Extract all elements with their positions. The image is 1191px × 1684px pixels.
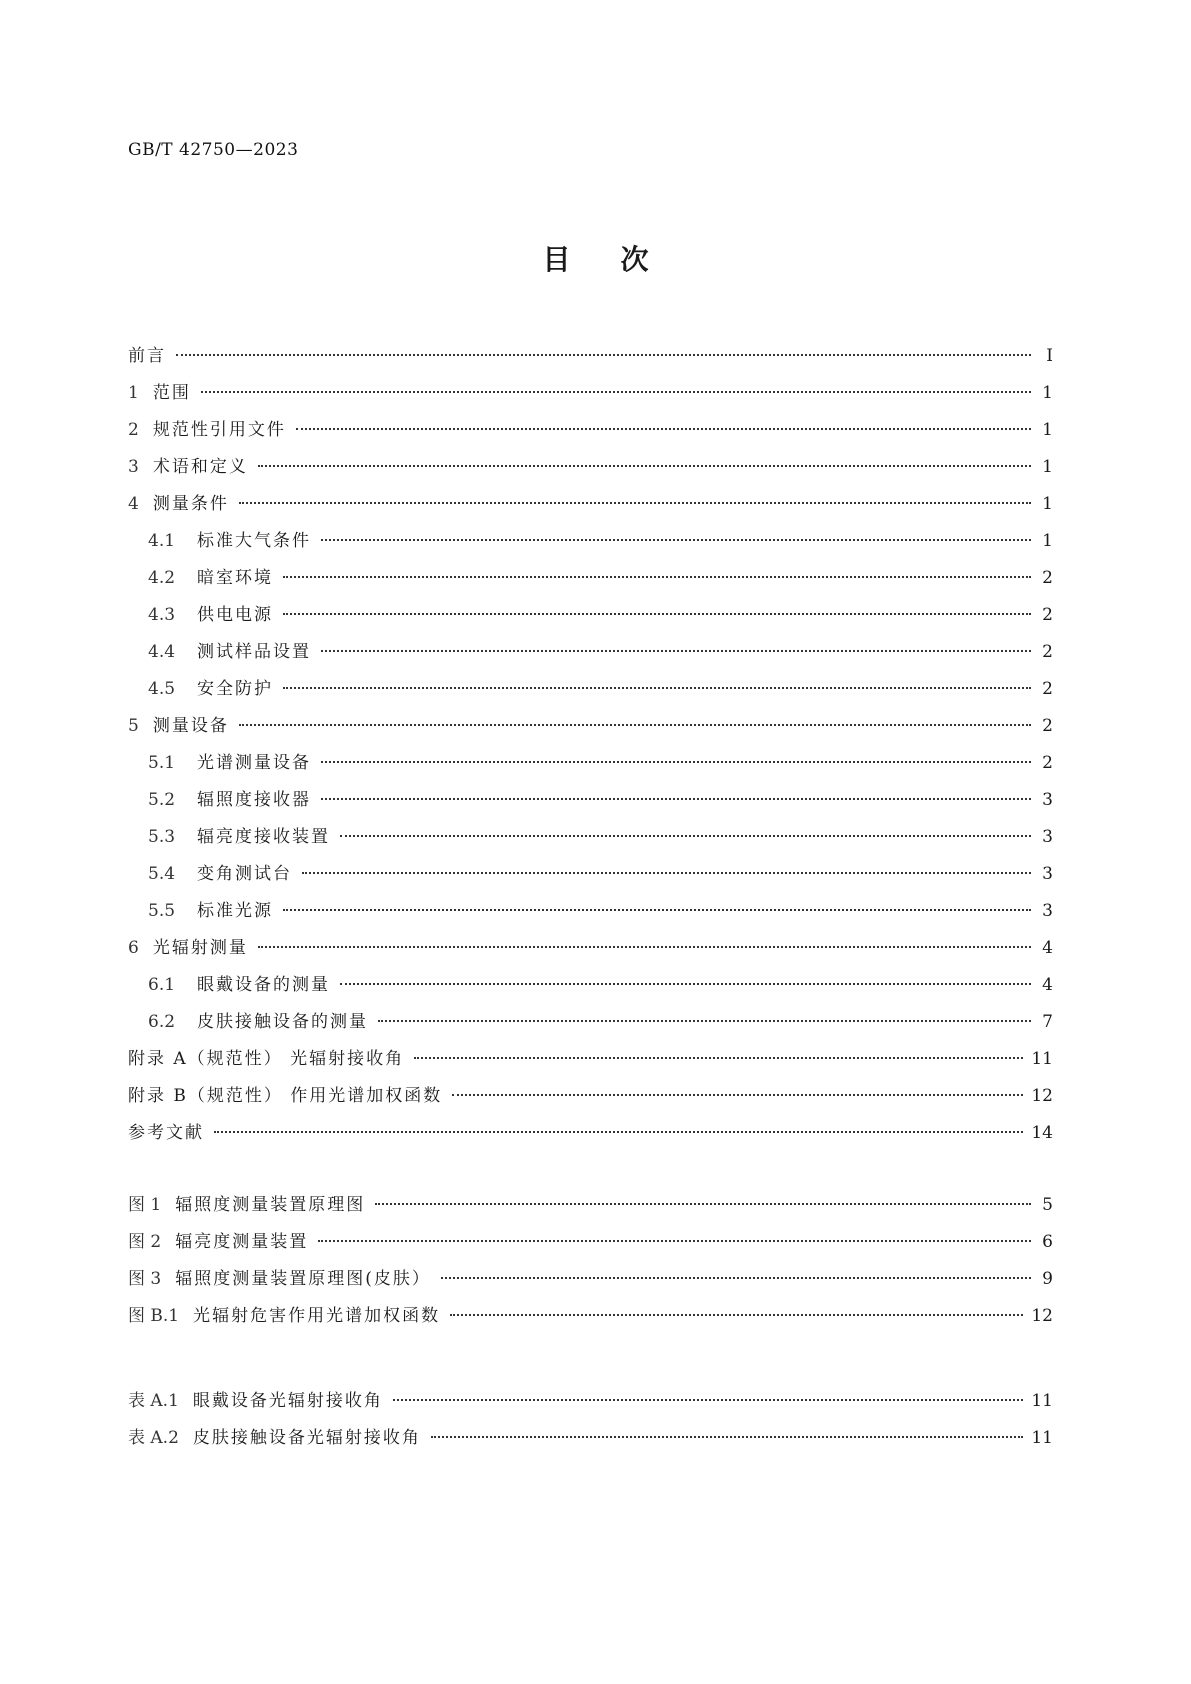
toc-dot-leader <box>375 1203 1031 1205</box>
toc-entry-label: 眼戴设备的测量 <box>197 975 331 995</box>
toc-entry-page: 1 <box>1042 457 1053 477</box>
toc-entry-number: 6 <box>128 938 139 958</box>
toc-entry[interactable] <box>128 1078 1053 1115</box>
toc-dot-leader <box>414 1057 1023 1059</box>
toc-entry-label: 参考文献 <box>128 1123 204 1143</box>
toc-entry-label: 光辐射测量 <box>152 938 248 958</box>
toc-entry-number: 5 <box>128 716 139 736</box>
toc-entry[interactable] <box>128 412 1053 449</box>
toc-entry[interactable] <box>128 745 1053 782</box>
toc-entry[interactable] <box>128 893 1053 930</box>
toc-dot-leader <box>340 983 1031 985</box>
toc-entry-page: 2 <box>1042 605 1053 625</box>
toc-dot-leader <box>302 872 1031 874</box>
toc-entry-page: 3 <box>1042 901 1053 921</box>
toc-entry-label: 皮肤接触设备光辐射接收角 <box>192 1428 421 1448</box>
toc-entry[interactable] <box>128 819 1053 856</box>
toc-entry-label: 前言 <box>128 346 166 366</box>
toc-entry[interactable] <box>128 967 1053 1004</box>
toc-entry-page: 1 <box>1042 531 1053 551</box>
toc-entry-label: 辐亮度测量装置 <box>175 1232 309 1252</box>
toc-entry-label: 标准光源 <box>197 901 274 921</box>
toc-entry-label: 暗室环境 <box>197 568 274 588</box>
toc-entry-page: 1 <box>1042 383 1053 403</box>
toc-entry-number: 4.4 <box>148 642 176 662</box>
toc-dot-leader <box>201 391 1031 393</box>
toc-entry-label: 标准大气条件 <box>197 531 312 551</box>
toc-entry-number: 5.4 <box>148 864 176 884</box>
toc-entry-number: 图 2 <box>128 1232 162 1252</box>
toc-entry-label: 皮肤接触设备的测量 <box>197 1012 369 1032</box>
toc-entry-label: 术语和定义 <box>152 457 248 477</box>
toc-entry-page: 3 <box>1042 827 1053 847</box>
toc-entry-label: 测试样品设置 <box>197 642 312 662</box>
toc-entry-page: 2 <box>1042 716 1053 736</box>
toc-entry-number: 4 <box>128 494 139 514</box>
toc-entry[interactable] <box>128 782 1053 819</box>
toc-entry-number: 4.5 <box>148 679 176 699</box>
toc-table-entry[interactable] <box>128 1383 1053 1420</box>
toc-entry[interactable] <box>128 1115 1053 1152</box>
standard-code: GB/T 42750—2023 <box>128 140 299 160</box>
toc-entry-number: 1 <box>128 383 139 403</box>
toc-dot-leader <box>441 1277 1031 1279</box>
toc-entry[interactable] <box>128 671 1053 708</box>
toc-entry-number: 表 A.2 <box>128 1428 179 1448</box>
toc-entry[interactable] <box>128 634 1053 671</box>
toc-dot-leader <box>283 909 1031 911</box>
toc-entry-label: 安全防护 <box>197 679 274 699</box>
toc-entry-number: 4.2 <box>148 568 176 588</box>
toc-entry-page: 4 <box>1042 975 1053 995</box>
toc-dot-leader <box>318 1240 1031 1242</box>
toc-entry-page: 1 <box>1042 420 1053 440</box>
toc-figure-entry[interactable] <box>128 1298 1053 1335</box>
toc-dot-leader <box>214 1131 1023 1133</box>
toc-entry-page: 5 <box>1042 1195 1053 1215</box>
toc-entry-page: Ⅰ <box>1046 346 1053 366</box>
toc-entry-page: 11 <box>1031 1428 1053 1448</box>
toc-dot-leader <box>258 946 1031 948</box>
toc-entry-number: 6.2 <box>148 1012 176 1032</box>
toc-entry[interactable] <box>128 597 1053 634</box>
toc-entry-label: 测量设备 <box>152 716 229 736</box>
toc-entry-number: 3 <box>128 457 139 477</box>
page-title: 目次 <box>542 243 699 276</box>
toc-entry[interactable] <box>128 856 1053 893</box>
toc-entry-page: 11 <box>1031 1049 1053 1069</box>
toc-entry-page: 2 <box>1042 642 1053 662</box>
toc-entry-label: 附录 A（规范性） 光辐射接收角 <box>128 1049 405 1069</box>
toc-dot-leader <box>393 1399 1023 1401</box>
toc-dot-leader <box>239 502 1031 504</box>
toc-figures-list <box>128 1187 1053 1335</box>
toc-entry-label: 供电电源 <box>197 605 274 625</box>
toc-entry-number: 5.2 <box>148 790 176 810</box>
toc-table-entry[interactable] <box>128 1420 1053 1457</box>
toc-entry-label: 规范性引用文件 <box>152 420 286 440</box>
toc-entry-number: 5.3 <box>148 827 176 847</box>
toc-entry[interactable] <box>128 930 1053 967</box>
toc-dot-leader <box>431 1436 1023 1438</box>
toc-entry[interactable] <box>128 486 1053 523</box>
toc-entry-number: 2 <box>128 420 139 440</box>
toc-entry[interactable] <box>128 560 1053 597</box>
toc-entry[interactable] <box>128 1041 1053 1078</box>
toc-entry-page: 3 <box>1042 790 1053 810</box>
toc-entry-page: 3 <box>1042 864 1053 884</box>
toc-dot-leader <box>258 465 1031 467</box>
toc-entry-page: 11 <box>1031 1391 1053 1411</box>
toc-entry-number: 5.5 <box>148 901 176 921</box>
toc-entry-page: 2 <box>1042 679 1053 699</box>
toc-entry-label: 范围 <box>152 383 191 403</box>
toc-entry-number: 表 A.1 <box>128 1391 179 1411</box>
toc-entry-label: 光谱测量设备 <box>197 753 312 773</box>
toc-entry-number: 4.3 <box>148 605 176 625</box>
toc-figure-entry[interactable] <box>128 1224 1053 1261</box>
toc-entry-page: 2 <box>1042 568 1053 588</box>
toc-figure-entry[interactable] <box>128 1187 1053 1224</box>
toc-entry-number: 图 3 <box>128 1269 162 1289</box>
toc-dot-leader <box>321 798 1031 800</box>
toc-dot-leader <box>283 687 1031 689</box>
toc-entry-number: 图 1 <box>128 1195 162 1215</box>
toc-dot-leader <box>283 613 1031 615</box>
toc-dot-leader <box>378 1020 1031 1022</box>
toc-entry-label: 辐亮度接收装置 <box>197 827 331 847</box>
toc-main-list <box>128 338 1053 1152</box>
toc-entry[interactable] <box>128 375 1053 412</box>
toc-figure-entry[interactable] <box>128 1261 1053 1298</box>
toc-dot-leader <box>340 835 1031 837</box>
toc-dot-leader <box>452 1094 1023 1096</box>
toc-entry-label: 测量条件 <box>152 494 229 514</box>
toc-entry[interactable] <box>128 523 1053 560</box>
toc-entry-page: 7 <box>1042 1012 1053 1032</box>
toc-entry-page: 1 <box>1042 494 1053 514</box>
toc-entry-label: 变角测试台 <box>197 864 293 884</box>
toc-entry-label: 辐照度测量装置原理图(皮肤） <box>175 1269 431 1289</box>
toc-dot-leader <box>321 761 1031 763</box>
toc-entry-page: 14 <box>1031 1123 1053 1143</box>
toc-entry[interactable] <box>128 1004 1053 1041</box>
toc-entry-page: 4 <box>1042 938 1053 958</box>
toc-entry-page: 12 <box>1031 1086 1053 1106</box>
toc-entry-page: 2 <box>1042 753 1053 773</box>
toc-entry-page: 12 <box>1031 1306 1053 1326</box>
toc-tables-list <box>128 1383 1053 1457</box>
toc-dot-leader <box>450 1314 1023 1316</box>
toc-entry-label: 辐照度接收器 <box>197 790 312 810</box>
toc-entry-label: 辐照度测量装置原理图 <box>175 1195 366 1215</box>
toc-dot-leader <box>239 724 1031 726</box>
toc-entry[interactable] <box>128 338 1053 375</box>
toc-dot-leader <box>296 428 1031 430</box>
toc-entry[interactable] <box>128 708 1053 745</box>
toc-dot-leader <box>321 539 1031 541</box>
toc-entry-label: 光辐射危害作用光谱加权函数 <box>193 1306 441 1326</box>
toc-entry-number: 图 B.1 <box>128 1306 180 1326</box>
toc-entry-number: 4.1 <box>148 531 176 551</box>
toc-entry-label: 附录 B（规范性） 作用光谱加权函数 <box>128 1086 443 1106</box>
toc-dot-leader <box>176 354 1031 356</box>
toc-entry-page: 9 <box>1042 1269 1053 1289</box>
toc-entry-label: 眼戴设备光辐射接收角 <box>192 1391 383 1411</box>
toc-dot-leader <box>283 576 1031 578</box>
toc-entry-number: 5.1 <box>148 753 176 773</box>
toc-entry-number: 6.1 <box>148 975 176 995</box>
toc-dot-leader <box>321 650 1031 652</box>
toc-entry[interactable] <box>128 449 1053 486</box>
toc-entry-page: 6 <box>1042 1232 1053 1252</box>
